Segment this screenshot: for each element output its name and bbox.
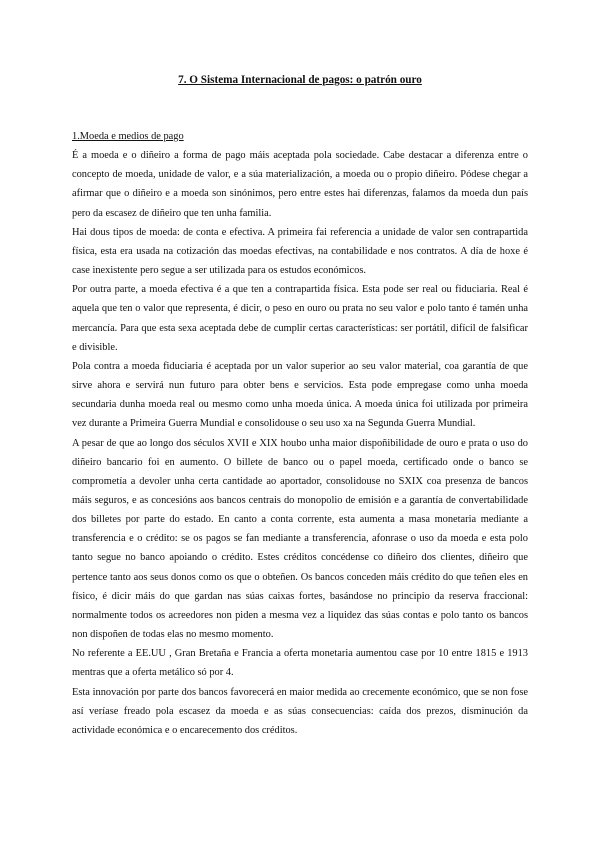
paragraph-effective-money: Por outra parte, a moeda efectiva é a que ten a contrapartida física. Esta pode ser real ou fiduciaria. Real é aquela que ten o valor que representa, é dicir, o peso en ouro ou prata no seu valor e polo tanto é tamén unha mercancía. Para que esta sexa aceptada debe de cumplir certas características: ser portátil, difícil de falsificar e divisible. <box>72 284 528 353</box>
document-title: 7. O Sistema Internacional de pagos: o patrón ouro <box>178 74 422 86</box>
paragraph-bank-money: A pesar de que ao longo dos séculos XVII e XIX houbo unha maior dispoñibilidade de ouro e prata o uso do diñeiro bancario foi en aumento. O billete de banco ou o papel moeda, certificado onde o banco se comprometía a devoler unha certa cantidade ao aportador, consolidouse no SXIX coa presenza de bancos máis seguros, e as concesións aos bancos centrais do monopolio de emisión e a garantía de convertabilidade dos billetes por parte do estado. En canto a conta corrente, esta aumenta a masa monetaria mediante a transferencia e o crédito: se os pagos se fan mediante a transferencia, afonrase o uso da moeda e esta polo tanto segue no banco apoiando o crédito. Estes créditos concédense co diñeiro dos clientes, diñeiro que pertence tanto aos seus donos como os que o obteñen. Os bancos conceden máis crédito do que teñen eles en físico, é dicir máis do que gardan nas súas caixas fortes, basándose no principio da reserva fraccional: normalmente todos os acreedores non piden a mesma vez a liquidez das súas contas e polo tanto os bancos non dispoñen de todas elas no mesmo momento. <box>72 437 528 641</box>
section-heading: 1.Moeda e medios de pago <box>72 131 184 142</box>
document-body <box>72 127 528 740</box>
paragraph-money-definition: É a moeda e o diñeiro a forma de pago máis aceptada pola sociedade. Cabe destacar a diferenza entre o concepto de moeda, unidade de valor, e a súa materialización, a moeda ou o propio diñeiro. Pódese chegar a afirmar que o diñeiro e a moeda son sinónimos, pero entre estes hai diferenzas, falamos da moeda dun país pero da escasez de diñeiro que ten unha familia. <box>72 150 528 219</box>
paragraph-monetary-supply: No referente a EE.UU , Gran Bretaña e Francia a oferta monetaria aumentou case por 10 entre 1815 e 1913 mentras que a oferta metálico só por 4. <box>72 648 528 679</box>
paragraph-fiduciary-money: Pola contra a moeda fiduciaria é aceptada por un valor superior ao seu valor material, coa garantía de que sirve ahora e servirá nun futuro para obter bens e servicios. Esta pode empregase como unha moeda secundaria dunha moeda real ou mesmo como unha moeda única. A moeda única foi utilizada por primeira vez durante a Primeira Guerra Mundial e consolidouse o seu uso xa na Segunda Guerra Mundial. <box>72 360 528 430</box>
paragraph-economic-growth: Esta innovación por parte dos bancos favorecerá en maior medida ao crecemente económico, que se non fose así veríase freado pola escasez da moeda e as súas consecuencias: caída dos prezos, disminución da actividade económica e o encarecemento dos créditos. <box>72 686 528 736</box>
paragraph-money-types: Hai dous tipos de moeda: de conta e efectiva. A primeira fai referencia a unidade de valor sen contrapartida física, esta era usada na cotización das moedas efectivas, na contabilidade e nos contratos. A día de hoxe é case inexistente pero segue a ser utilizada para os estudos económicos. <box>72 226 528 277</box>
